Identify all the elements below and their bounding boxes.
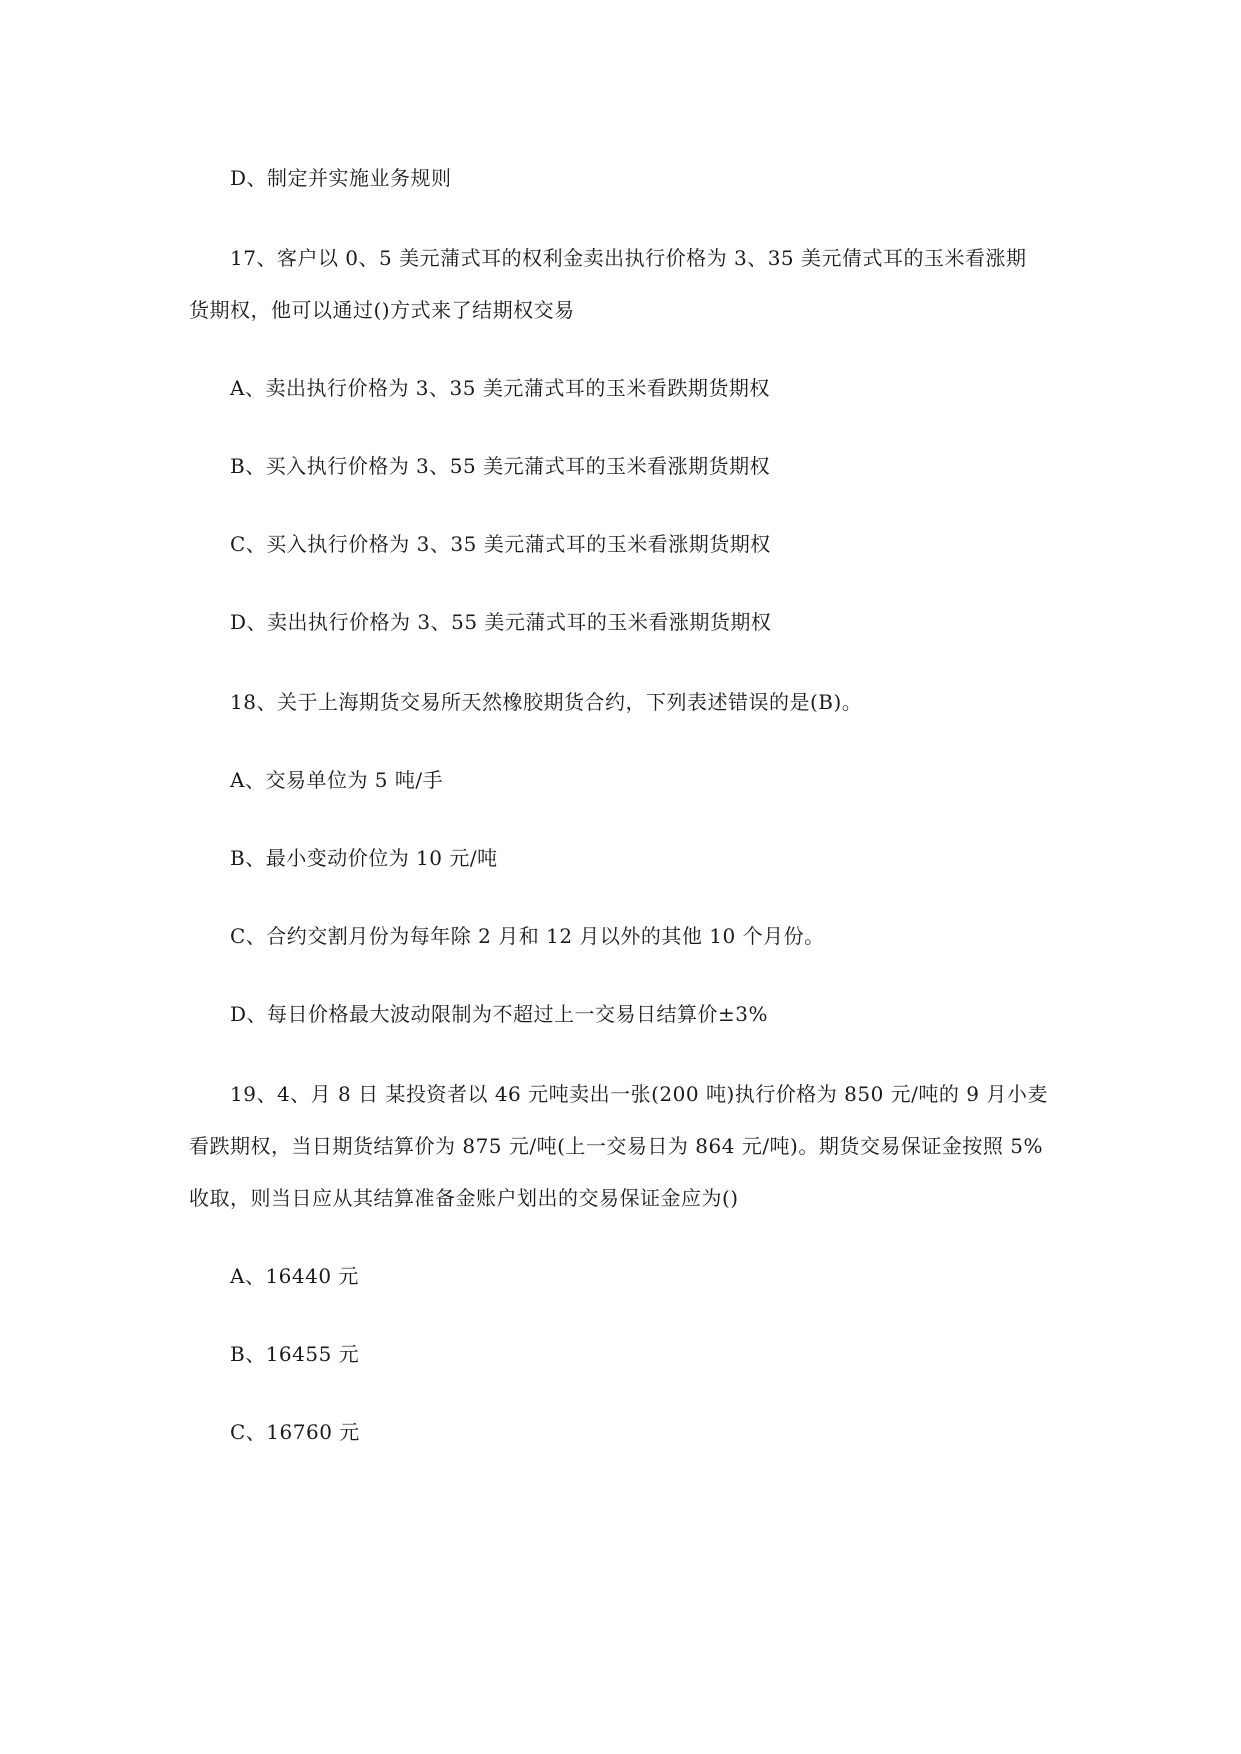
option-b-q19: B、16455 元 bbox=[230, 1342, 360, 1366]
option-a-q17: A、卖出执行价格为 3、35 美元蒲式耳的玉米看跌期货期权 bbox=[230, 376, 770, 400]
option-d-q16: D、制定并实施业务规则 bbox=[230, 166, 452, 190]
question-17-line-1: 17、客户以 0、5 美元蒲式耳的权利金卖出执行价格为 3、35 美元倩式耳的玉米看涨期 bbox=[230, 246, 1027, 270]
question-19-line-1: 19、4、月 8 日 某投资者以 46 元吨卖出一张(200 吨)执行价格为 850 元/吨的 9 月小麦 bbox=[230, 1082, 1048, 1106]
option-b-q17: B、买入执行价格为 3、55 美元蒲式耳的玉米看涨期货期权 bbox=[230, 454, 771, 478]
question-17-line-2: 货期权，他可以通过()方式来了结期权交易 bbox=[189, 298, 575, 322]
option-a-q19: A、16440 元 bbox=[230, 1264, 359, 1288]
question-19-line-2: 看跌期权，当日期货结算价为 875 元/吨(上一交易日为 864 元/吨)。期货交易保证金按照 5% bbox=[189, 1134, 1043, 1158]
option-d-q18: D、每日价格最大波动限制为不超过上一交易日结算价±3% bbox=[230, 1002, 769, 1026]
question-18: 18、关于上海期货交易所天然橡胶期货合约，下列表述错误的是(B)。 bbox=[230, 690, 863, 714]
option-b-q18: B、最小变动价位为 10 元/吨 bbox=[230, 846, 498, 870]
option-d-q17: D、卖出执行价格为 3、55 美元蒲式耳的玉米看涨期货期权 bbox=[230, 610, 772, 634]
option-c-q19: C、16760 元 bbox=[230, 1420, 360, 1444]
option-c-q17: C、买入执行价格为 3、35 美元蒲式耳的玉米看涨期货期权 bbox=[230, 532, 771, 556]
option-c-q18: C、合约交割月份为每年除 2 月和 12 月以外的其他 10 个月份。 bbox=[230, 924, 825, 948]
option-a-q18: A、交易单位为 5 吨/手 bbox=[230, 768, 444, 792]
question-19-line-3: 收取，则当日应从其结算准备金账户划出的交易保证金应为() bbox=[189, 1186, 739, 1210]
